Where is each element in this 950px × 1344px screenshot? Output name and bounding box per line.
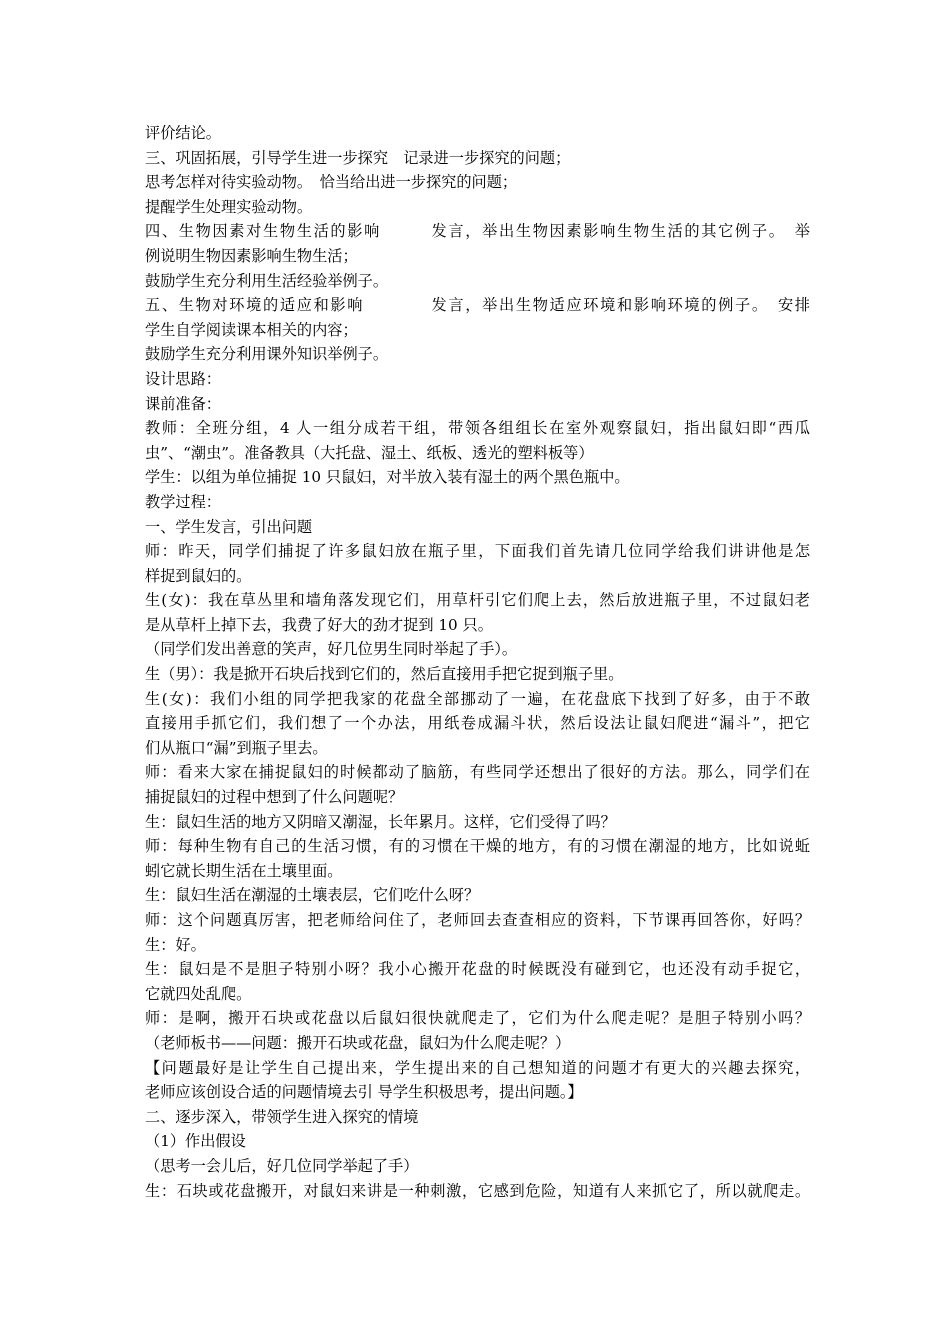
text-line: 师：这个问题真厉害，把老师给问住了，老师回去查查相应的资料，下节课再回答你，好吗？: [145, 911, 810, 929]
text-line: 思考怎样对待实验动物。 恰当给出进一步探究的问题；: [145, 173, 518, 192]
text-line: 二、逐步深入，带领学生进入探究的情境: [145, 1107, 419, 1126]
text-line: 学生：以组为单位捕捉 10 只鼠妇，对半放入装有湿土的两个黑色瓶中。: [145, 468, 630, 487]
text-line: 教学过程：: [145, 492, 221, 511]
text-line: 生（男）：我是掀开石块后找到它们的，然后直接用手把它捉到瓶子里。: [145, 665, 624, 684]
text-line: 捕捉鼠妇的过程中想到了什么问题呢？: [145, 788, 404, 807]
text-line: （1）作出假设: [145, 1132, 246, 1151]
text-line: 生：鼠妇生活的地方又阴暗又潮湿，长年累月。这样，它们受得了吗？: [145, 812, 616, 831]
text-line: 虫”、“潮虫”。准备教具（大托盘、湿土、纸板、透光的塑料板等）: [145, 443, 594, 462]
text-line: 生(女)：我们小组的同学把我家的花盘全部挪动了一遍，在花盘底下找到了好多，由于不敢: [145, 689, 810, 708]
text-line: 教师：全班分组，4 人一组分成若干组，带领各组组长在室外观察鼠妇，指出鼠妇即“西瓜: [145, 419, 810, 438]
text-line: 设计思路：: [145, 369, 221, 388]
text-line: 生：鼠妇是不是胆子特别小呀？我小心搬开花盘的时候既没有碰到它，也还没有动手捉它，: [145, 960, 810, 979]
text-line: 生：石块或花盘搬开，对鼠妇来讲是一种刺激，它感到危险，知道有人来抓它了，所以就爬走。: [145, 1181, 810, 1200]
text-line: 生：好。: [145, 935, 206, 954]
text-line: 一、学生发言，引出问题: [145, 517, 313, 536]
text-line: 评价结论。: [145, 124, 221, 142]
text-line: 师：每种生物有自己的生活习惯，有的习惯在干燥的地方，有的习惯在潮湿的地方，比如说蚯: [145, 837, 810, 856]
text-line: 鼓励学生充分利用生活经验举例子。: [145, 271, 388, 290]
text-line: （同学们发出善意的笑声，好几位男生同时举起了手）。: [145, 640, 518, 659]
text-line: 五、生物对环境的适应和影响 发言，举出生物适应环境和影响环境的例子。 安排: [145, 296, 810, 315]
text-line: 例说明生物因素影响生物生活；: [145, 246, 358, 265]
text-line: 师：是啊，搬开石块或花盘以后鼠妇很快就爬走了，它们为什么爬走呢？是胆子特别小吗？: [145, 1009, 810, 1028]
text-line: 老师应该创设合适的问题情境去引 导学生积极思考，提出问题。】: [145, 1083, 583, 1102]
text-line: 提醒学生处理实验动物。: [145, 197, 313, 216]
text-line: 它就四处乱爬。: [145, 984, 252, 1003]
text-line: 师：昨天，同学们捕捉了许多鼠妇放在瓶子里，下面我们首先请几位同学给我们讲讲他是怎: [145, 542, 810, 561]
text-line: 鼓励学生充分利用课外知识举例子。: [145, 345, 388, 364]
text-line: 直接用手抓它们，我们想了一个办法，用纸卷成漏斗状，然后设法让鼠妇爬进“漏斗”，把它: [145, 714, 810, 733]
text-line: 师：看来大家在捕捉鼠妇的时候都动了脑筋，有些同学还想出了很好的方法。那么，同学们在: [145, 763, 810, 782]
text-line: 样捉到鼠妇的。: [145, 566, 252, 585]
document-body: [145, 121, 810, 1203]
text-line: 四、生物因素对生物生活的影响 发言，举出生物因素影响生物生活的其它例子。 举: [145, 222, 810, 241]
text-line: 生：鼠妇生活在潮湿的土壤表层，它们吃什么呀？: [145, 886, 480, 905]
text-line: （老师板书——问题：搬开石块或花盘，鼠妇为什么爬走呢？）: [145, 1033, 571, 1052]
text-line: （思考一会儿后，好几位同学举起了手）: [145, 1156, 419, 1175]
text-line: 学生自学阅读课本相关的内容；: [145, 320, 358, 339]
text-line: 生(女)：我在草丛里和墙角落发现它们，用草杆引它们爬上去，然后放进瓶子里，不过鼠妇老: [145, 591, 810, 610]
text-line: 蚓它就长期生活在土壤里面。: [145, 861, 343, 880]
text-line: 们从瓶口“漏”到瓶子里去。: [145, 738, 328, 757]
text-line: 课前准备：: [145, 394, 221, 413]
text-line: 是从草杆上掉下去，我费了好大的劲才捉到 10 只。: [145, 615, 493, 634]
text-line: 【问题最好是让学生自己提出来，学生提出来的自己想知道的问题才有更大的兴趣去探究，: [145, 1058, 810, 1077]
text-line: 三、巩固拓展，引导学生进一步探究 记录进一步探究的问题；: [145, 148, 571, 167]
